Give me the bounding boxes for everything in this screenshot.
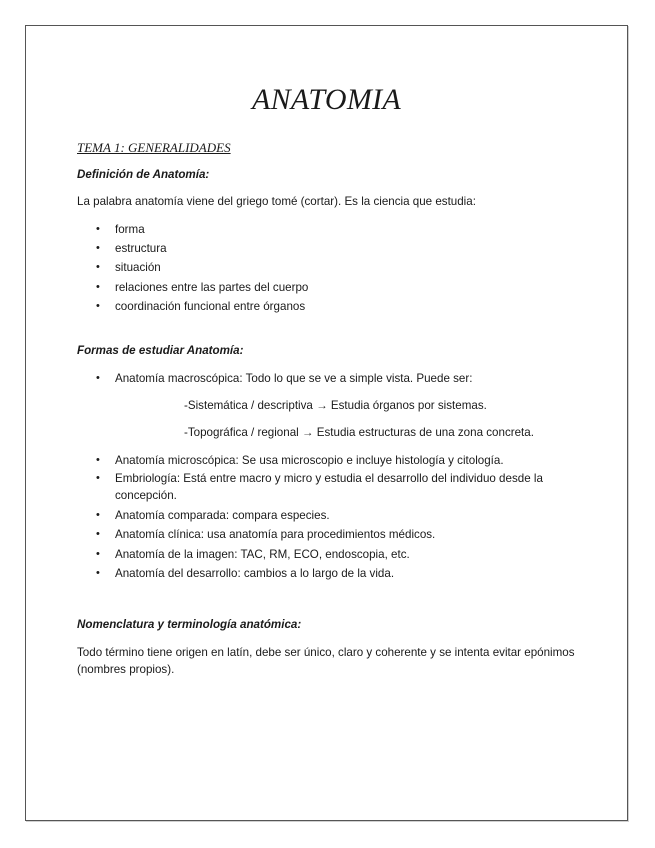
formas-list: [77, 451, 595, 583]
definicion-heading: Definición de Anatomía:: [77, 168, 210, 181]
bullet-icon: •: [96, 509, 100, 522]
formas-heading: Formas de estudiar Anatomía:: [77, 344, 244, 357]
definicion-intro: La palabra anatomía viene del griego tomé (cortar). Es la ciencia que estudia:: [77, 195, 476, 208]
formas-macro-list: [77, 369, 472, 388]
list-item: • Anatomía macroscópica: Todo lo que se ve a simple vista. Puede ser:: [77, 369, 472, 388]
bullet-icon: •: [96, 372, 100, 384]
bullet-icon: •: [96, 547, 100, 560]
bullet-icon: •: [96, 472, 100, 485]
bullet-icon: •: [96, 242, 100, 255]
list-item: • relaciones entre las partes del cuerpo: [77, 278, 308, 297]
document-page: [25, 25, 628, 821]
definicion-list: [77, 220, 308, 316]
macro-sub-sistematica: -Sistemática / descriptiva → Estudia órganos por sistemas.: [184, 399, 487, 412]
bullet-icon: •: [96, 261, 100, 274]
list-item: • Anatomía microscópica: Se usa microscopio e incluye histología y citología.: [77, 451, 595, 470]
nomenclatura-text: Todo término tiene origen en latín, debe ser único, claro y coherente y se intenta evitar epónimos (nombres propios).: [77, 646, 575, 676]
macro-sub-topografica: -Topográfica / regional → Estudia estructuras de una zona concreta.: [184, 426, 534, 439]
bullet-icon: •: [96, 528, 100, 541]
list-item: • Embriología: Está entre macro y micro y estudia el desarrollo del individuo desde la concepción.: [96, 472, 543, 503]
document-title: ANATOMIA: [251, 83, 402, 116]
list-item: • estructura: [77, 239, 308, 258]
list-item: • situación: [77, 258, 308, 277]
tema-heading: TEMA 1: GENERALIDADES: [77, 140, 231, 155]
list-item: • forma: [77, 220, 308, 239]
list-item: • Anatomía clínica: usa anatomía para procedimientos médicos.: [77, 525, 595, 544]
nomenclatura-heading: Nomenclatura y terminología anatómica:: [77, 618, 302, 631]
list-item: • Anatomía comparada: compara especies.: [77, 506, 595, 525]
list-item: • Anatomía del desarrollo: cambios a lo largo de la vida.: [77, 564, 595, 583]
bullet-icon: •: [96, 280, 100, 293]
bullet-icon: •: [96, 454, 100, 466]
list-item: • coordinación funcional entre órganos: [77, 297, 308, 316]
bullet-icon: •: [96, 299, 100, 312]
bullet-icon: •: [96, 223, 100, 235]
bullet-icon: •: [96, 566, 100, 579]
list-item: • Anatomía de la imagen: TAC, RM, ECO, endoscopia, etc.: [77, 545, 595, 564]
